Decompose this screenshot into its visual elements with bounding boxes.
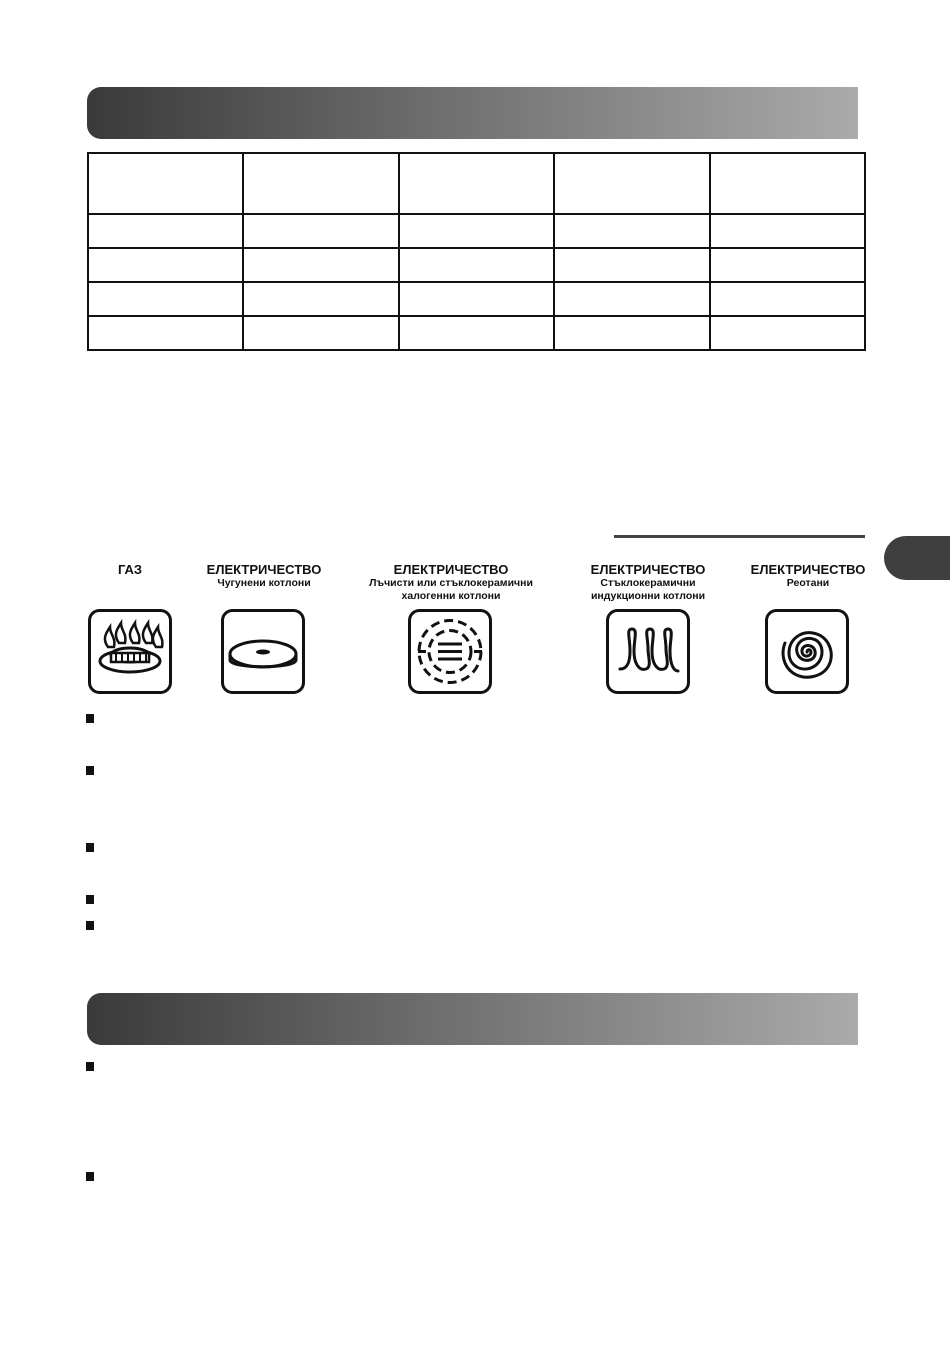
list-bullet — [86, 1062, 94, 1071]
table-cell — [554, 282, 709, 316]
table-header-row — [88, 153, 865, 214]
table-cell — [710, 248, 865, 282]
table-cell — [554, 214, 709, 248]
hob-title: ЕЛЕКТРИЧЕСТВО — [206, 562, 322, 577]
radiant-halogen-hob-icon — [408, 609, 492, 694]
hob-spiral-element — [744, 562, 872, 590]
hob-subtitle: Чугунени котлони — [217, 577, 311, 589]
hob-induction — [576, 562, 720, 603]
list-bullet — [86, 1172, 94, 1181]
table-cell — [243, 282, 398, 316]
hob-subtitle: Стъклокерамични — [600, 577, 696, 589]
table-cell — [399, 214, 554, 248]
table-row — [88, 248, 865, 282]
gas-burner-icon — [88, 609, 172, 694]
table-cell — [88, 282, 243, 316]
hob-title: ЕЛЕКТРИЧЕСТВО — [590, 562, 706, 577]
list-bullet — [86, 921, 94, 930]
divider-rule — [614, 535, 865, 538]
table-row — [88, 316, 865, 350]
hob-title: ГАЗ — [117, 562, 143, 577]
table-cell — [554, 153, 709, 214]
list-bullet — [86, 766, 94, 775]
spiral-element-hob-icon — [765, 609, 849, 694]
list-bullet — [86, 895, 94, 904]
cast-iron-hotplate-icon — [221, 609, 305, 694]
table-cell — [399, 282, 554, 316]
table-cell — [243, 214, 398, 248]
hob-cast-iron — [200, 562, 328, 590]
section-header-bar — [87, 87, 858, 139]
table-cell — [243, 153, 398, 214]
table-cell — [243, 316, 398, 350]
hob-subtitle: Реотани — [786, 577, 830, 589]
table-cell — [399, 153, 554, 214]
table-row — [88, 282, 865, 316]
section-header-bar — [87, 993, 858, 1045]
table-cell — [554, 248, 709, 282]
table-row — [88, 214, 865, 248]
table-cell — [710, 214, 865, 248]
hob-subtitle: халогенни котлони — [401, 590, 501, 602]
hob-subtitle: индукционни котлони — [590, 590, 706, 602]
table-cell — [88, 214, 243, 248]
list-bullet — [86, 714, 94, 723]
induction-hob-icon — [606, 609, 690, 694]
table-cell — [88, 248, 243, 282]
list-bullet — [86, 843, 94, 852]
table-cell — [399, 248, 554, 282]
table-cell — [710, 153, 865, 214]
table-cell — [399, 316, 554, 350]
table-cell — [710, 316, 865, 350]
table-cell — [88, 316, 243, 350]
table-cell — [710, 282, 865, 316]
hob-subtitle: Лъчисти или стъклокерамични — [369, 577, 533, 589]
section-side-tab — [884, 536, 950, 580]
table-cell — [88, 153, 243, 214]
hob-title: ЕЛЕКТРИЧЕСТВО — [750, 562, 866, 577]
table-cell — [554, 316, 709, 350]
spec-table — [87, 152, 866, 351]
table-cell — [243, 248, 398, 282]
hob-radiant-halogen — [356, 562, 546, 603]
hob-gas — [90, 562, 170, 577]
hob-title: ЕЛЕКТРИЧЕСТВО — [393, 562, 509, 577]
